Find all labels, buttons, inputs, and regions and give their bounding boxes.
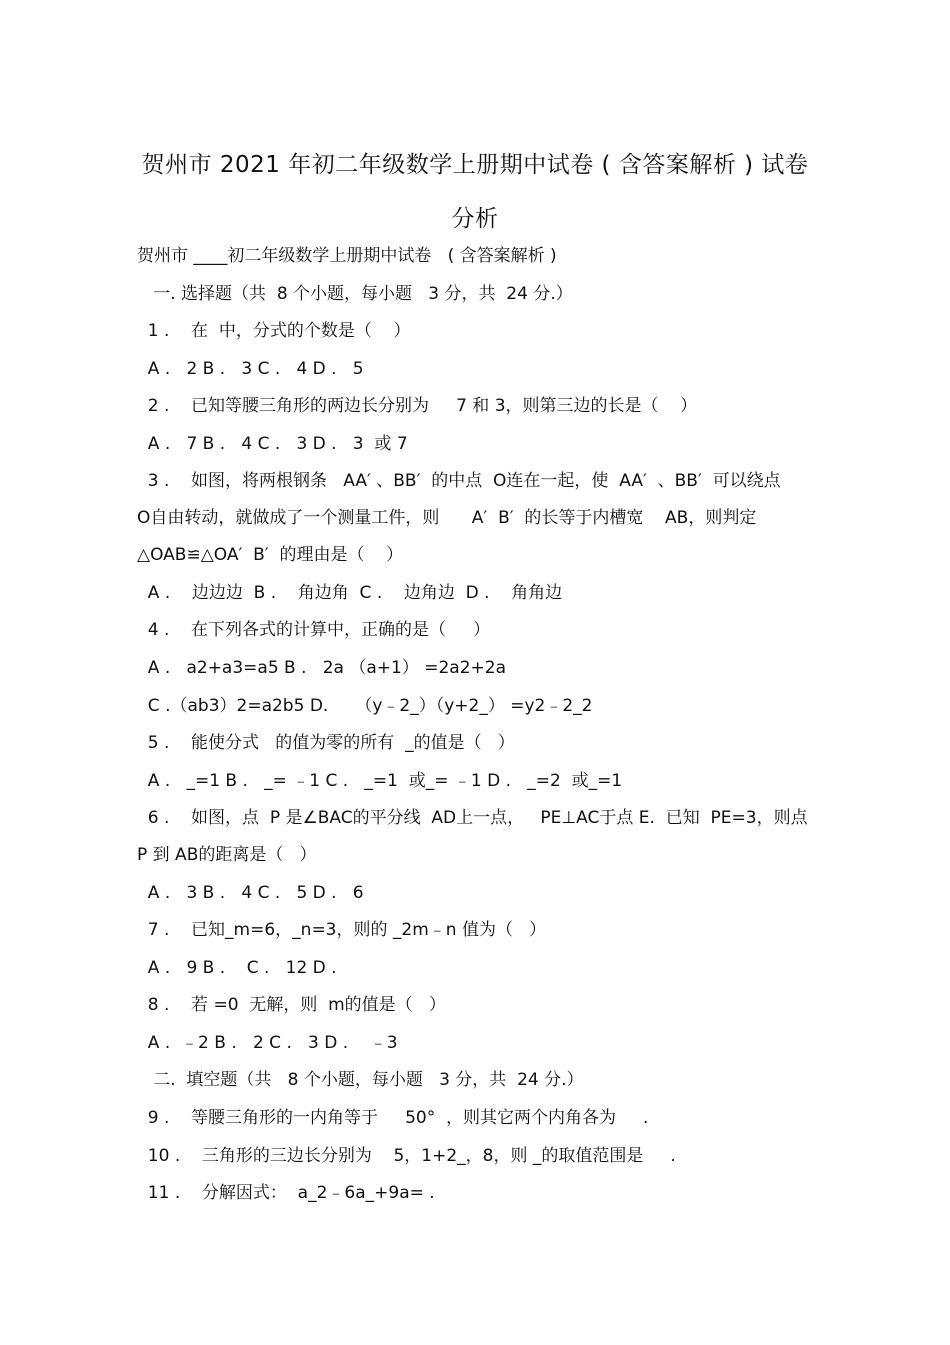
- section-heading-choice: 一. 选择题（共 8 个小题，每小题 3 分，共 24 分.）: [137, 284, 573, 304]
- question-6-options: A . 3 B . 4 C . 5 D . 6: [137, 883, 364, 903]
- question-2: 2 . 已知等腰三角形的两边长分别为 7 和 3，则第三边的长是（ ）: [137, 396, 698, 416]
- question-4: 4 . 在下列各式的计算中，正确的是（ ）: [137, 620, 491, 640]
- question-3-line-3: △OAB≌△OA′ B′ 的理由是（ ）: [137, 545, 404, 565]
- question-11: 11 . 分解因式： a_2﹣6a_+9a= .: [137, 1183, 435, 1203]
- question-6-line-2: P 到 AB的距离是（ ）: [137, 845, 317, 865]
- section-heading-fill: 二. 填空题（共 8 个小题，每小题 3 分，共 24 分.）: [137, 1070, 584, 1090]
- subtitle: 贺州市 ____初二年级数学上册期中试卷 ( 含答案解析 ): [137, 246, 557, 266]
- question-7: 7 . 已知_m=6，_n=3，则的 _2m﹣n 值为（ ）: [137, 920, 547, 940]
- question-5-options: A . _=1 B . _= ﹣1 C . _=1 或_= ﹣1 D . _=2 或_=1: [137, 771, 623, 791]
- question-8: 8 . 若 =0 无解，则 m的值是（ ）: [137, 995, 446, 1015]
- question-1-options: A . 2 B . 3 C . 4 D . 5: [137, 359, 364, 379]
- question-3-options: A . 边边边 B . 角边角 C . 边角边 D . 角角边: [137, 583, 563, 603]
- question-4-options-ab: A . a2+a3=a5 B . 2a （a+1） =2a2+2a: [137, 658, 507, 678]
- question-7-options: A . 9 B . C . 12 D .: [137, 958, 337, 978]
- question-5: 5 . 能使分式 的值为零的所有 _的值是（ ）: [137, 733, 515, 753]
- question-8-options: A . ﹣2 B . 2 C . 3 D . ﹣3: [137, 1033, 398, 1053]
- question-10: 10 . 三角形的三边长分别为 5，1+2_，8，则 _的取值范围是 .: [137, 1146, 676, 1166]
- question-1: 1 . 在 中，分式的个数是（ ）: [137, 321, 411, 341]
- question-6-line-1: 6 . 如图，点 P 是∠BAC的平分线 AD上一点， PE⊥AC于点 E. 已知 PE=3，则点: [137, 808, 808, 828]
- question-2-options: A . 7 B . 4 C . 3 D . 3 或 7: [137, 434, 408, 454]
- question-3-line-1: 3 . 如图，将两根钢条 AA′ 、BB′ 的中点 O连在一起，使 AA′ 、BB′ 可以绕点: [137, 471, 781, 491]
- document-title-line-1: 贺州市 2021 年初二年级数学上册期中试卷 ( 含答案解析 ) 试卷: [141, 152, 809, 178]
- question-3-line-2: O自由转动，就做成了一个测量工件，则 A′ B′ 的长等于内槽宽 AB，则判定: [137, 508, 757, 528]
- question-4-options-cd: C .（ab3）2=a2b5 D. （y﹣2_）（y+2_） =y2﹣2_2: [137, 696, 593, 716]
- question-9: 9 . 等腰三角形的一内角等于 50° ，则其它两个内角各为 .: [137, 1108, 649, 1128]
- document-title-line-2: 分析: [451, 206, 499, 232]
